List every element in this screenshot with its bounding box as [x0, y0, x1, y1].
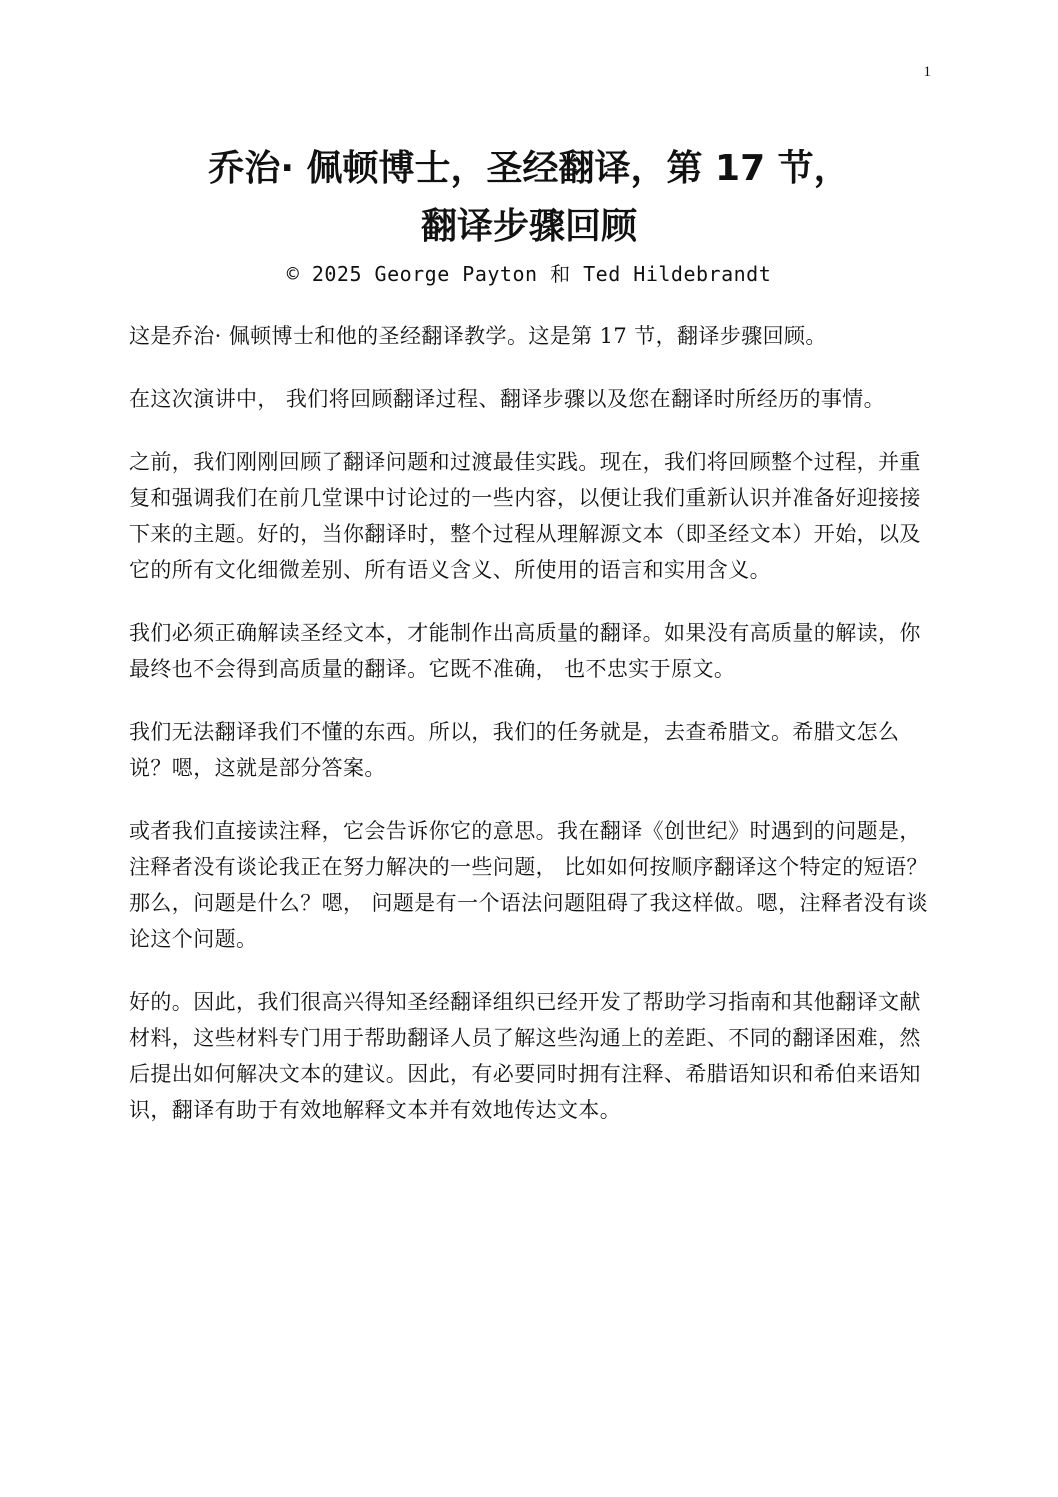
document-body	[129, 318, 929, 1155]
paragraph-3: 之前，我们刚刚回顾了翻译问题和过渡最佳实践。现在，我们将回顾整个过程，并重复和强调我们在前几堂课中讨论过的一些内容，以便让我们重新认识并准备好迎接接下来的主题。好的，当你翻译时，整个过程从理解源文本（即圣经文本）开始，以及它的所有文化细微差别、所有语义含义、所使用的语言和实用含义。	[129, 450, 921, 582]
paragraph-2: 在这次演讲中， 我们将回顾翻译过程、翻译步骤以及您在翻译时所经历的事情。	[129, 387, 886, 411]
paragraph-7: 好的。因此，我们很高兴得知圣经翻译组织已经开发了帮助学习指南和其他翻译文献材料，这些材料专门用于帮助翻译人员了解这些沟通上的差距、不同的翻译困难，然后提出如何解决文本的建议。因此，有必要同时拥有注释、希腊语知识和希伯来语知识，翻译有助于有效地解释文本并有效地传达文本。	[129, 990, 921, 1122]
page-number: 1	[923, 64, 931, 80]
title-line-1: 乔治· 佩顿博士，圣经翻译，第 17 节，	[208, 148, 850, 189]
paragraph-5: 我们无法翻译我们不懂的东西。所以，我们的任务就是，去查希腊文。希腊文怎么说？嗯，这就是部分答案。	[129, 720, 900, 780]
paragraph-4: 我们必须正确解读圣经文本，才能制作出高质量的翻译。如果没有高质量的解读，你最终也不会得到高质量的翻译。它既不准确， 也不忠实于原文。	[129, 621, 921, 681]
paragraph-1: 这是乔治· 佩顿博士和他的圣经翻译教学。这是第 17 节，翻译步骤回顾。	[129, 324, 827, 348]
page-title	[0, 140, 1058, 256]
copyright-notice: © 2025 George Payton 和 Ted Hildebrandt	[286, 262, 772, 286]
title-line-2: 翻译步骤回顾	[420, 206, 637, 247]
paragraph-6: 或者我们直接读注释，它会告诉你它的意思。我在翻译《创世纪》时遇到的问题是，注释者没有谈论我正在努力解决的一些问题， 比如如何按顺序翻译这个特定的短语？那么，问题是什么？嗯， 问题是有一个语法问题阻碍了我这样做。嗯，注释者没有谈论这个问题。	[129, 819, 928, 951]
